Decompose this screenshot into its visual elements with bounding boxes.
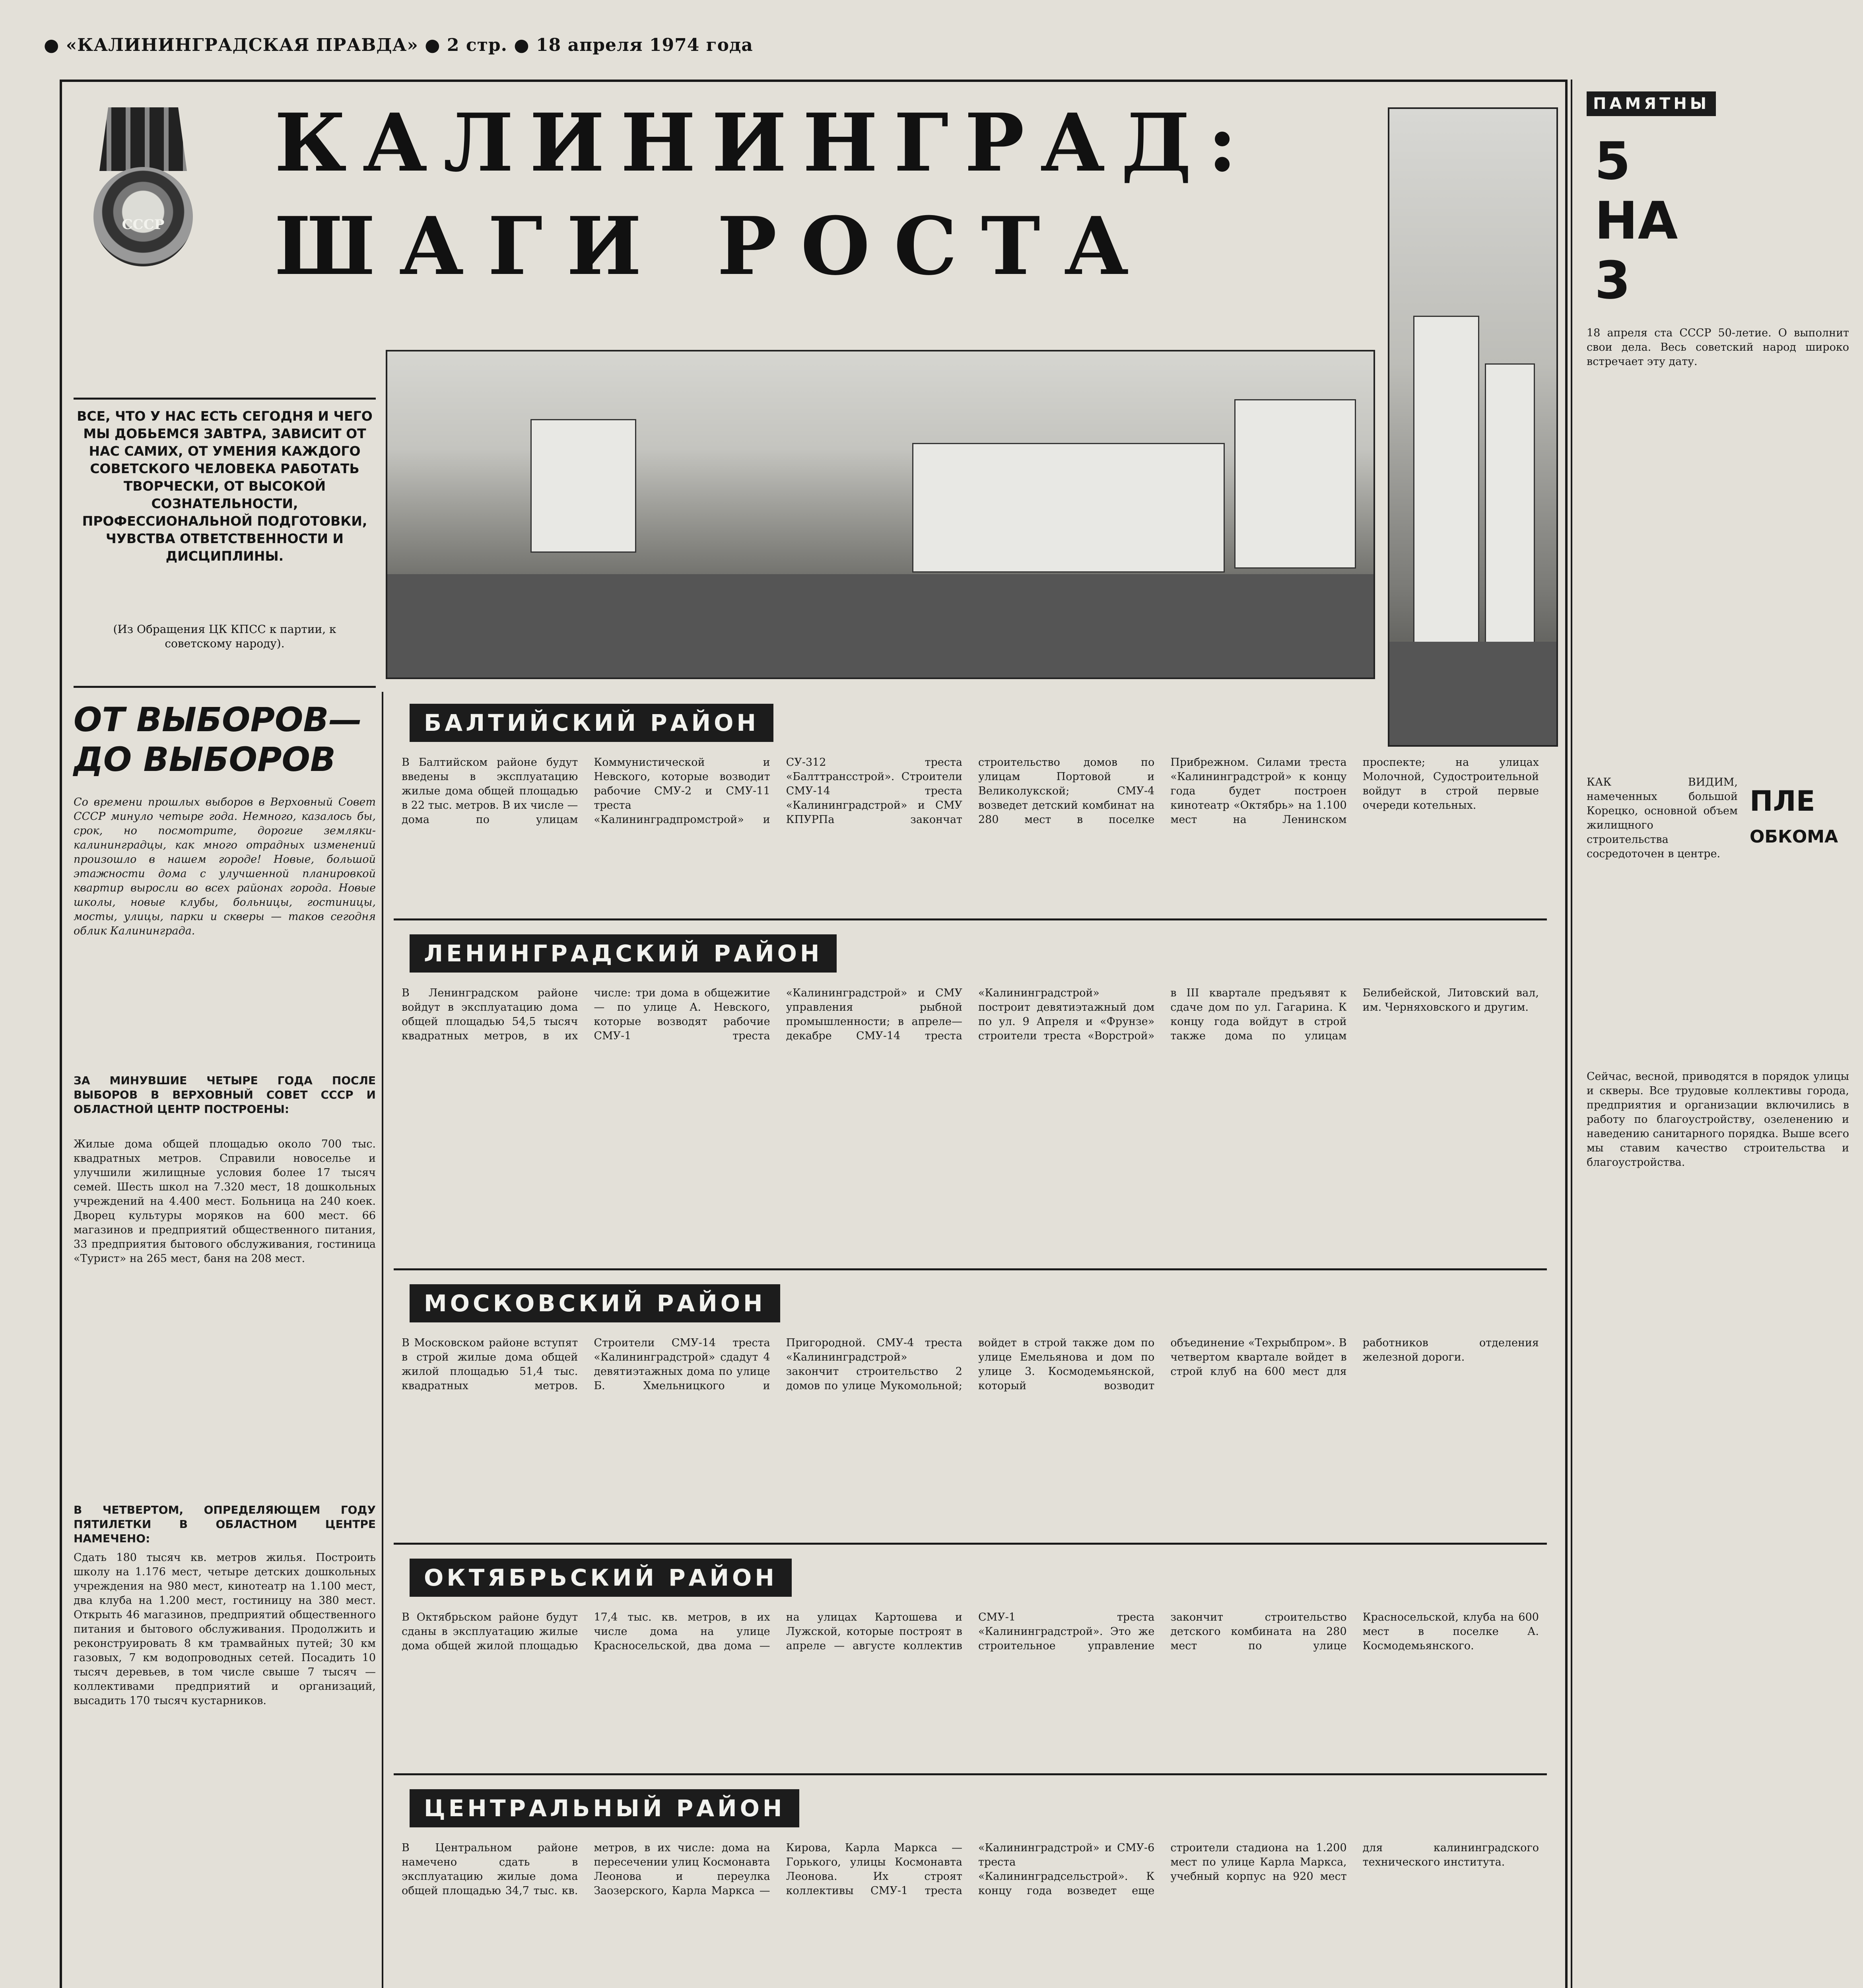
section-heading: ЛЕНИНГРАДСКИЙ РАЙОН <box>410 934 837 973</box>
main-title-line-2: ШАГИ РОСТА <box>274 200 1153 293</box>
left-article-body-1: Жилые дома общей площадью около 700 тыс. квадратных метров. Справили новоселье и улучшили жилищные условия более 17 тысяч семей. Шесть школ на 7.320 мест, 18 дошкольных учреждений на 4.400 мест. Больница на 240 коек. Дворец культуры моряков на 600 мест. 66 магазинов и предприятий общественного питания, 33 предприятия бытового обслуживания, гостиница «Турист» на 265 мест, баня на 208 мест. <box>74 1138 376 1265</box>
header-bullet-icon: ● <box>425 35 447 55</box>
photo-street-moskovsky-prospekt <box>386 350 1375 679</box>
page-number: 2 стр. <box>447 35 507 55</box>
section-baltic <box>394 696 1547 918</box>
left-subhead-2: В ЧЕТВЕРТОМ, ОПРЕДЕЛЯЮЩЕМ ГОДУ ПЯТИЛЕТКИ В ОБЛАСТНОМ ЦЕНТРЕ НАМЕЧЕНО: <box>74 1503 376 1545</box>
section-heading: ОКТЯБРЬСКИЙ РАЙОН <box>410 1559 792 1597</box>
page-column-divider <box>1571 80 1572 1988</box>
right-text-2: Сейчас, весной, приводятся в порядок улицы и скверы. Все трудовые коллективы города, предприятия и организации включились в работу по благоустройству, озеленению и наведению санитарного порядка. Выше всего мы ставим качество строительства и благоустройства. <box>1587 1070 1849 1169</box>
right-big-headline <box>1595 131 1678 310</box>
right-text-1: 18 апреля ста СССР 50-летие. О выполнит свои дела. Весь советский народ широко встречает эту дату. <box>1587 327 1849 368</box>
section-divider <box>394 1268 1547 1270</box>
section-heading: ЦЕНТРАЛЬНЫЙ РАЙОН <box>410 1789 799 1827</box>
building-shape <box>1234 399 1356 569</box>
right-big-line: НА <box>1595 190 1678 251</box>
page-header <box>44 35 753 55</box>
left-headline-line-1: ОТ ВЫБОРОВ— <box>74 700 362 739</box>
section-heading: МОСКОВСКИЙ РАЙОН <box>410 1284 780 1322</box>
header-bullet-icon: ● <box>44 35 60 55</box>
right-intro: КАК ВИДИМ, намеченных большой Корецко, основной объем жилищного строительства сосредоточен в центре. <box>1587 776 1738 860</box>
quote-text: ВСЕ, ЧТО У НАС ЕСТЬ СЕГОДНЯ И ЧЕГО МЫ ДОБЬЕМСЯ ЗАВТРА, ЗАВИСИТ ОТ НАС САМИХ, ОТ УМЕНИЯ КАЖДОГО СОВЕТСКОГО ЧЕЛОВЕКА РАБОТАТЬ ТВОРЧЕСКИ, ОТ ВЫСОКОЙ СОЗНАТЕЛЬНОСТИ, ПРОФЕССИОНАЛЬНОЙ ПОДГОТОВКИ, ЧУВСТВА ОТВЕТСТВЕННОСТИ И ДИСЦИПЛИНЫ. <box>77 408 373 564</box>
column-divider <box>382 692 383 1988</box>
section-text: В Московском районе вступят в строй жилые дома общей жилой площадью 51,4 тыс. квадратных метров. Строители СМУ-14 треста «Калининградстрой» сдадут 4 девятиэтажных дома по улице Б. Хмельницкого и Пригородной. СМУ-4 треста «Калининградстрой» закончит строительство 2 домов по улице Мукомольной; войдет в строй также дом по улице Емельянова и дом по улице 3. Космодемьянской, который возводит объединение «Техрыбпром». В четвертом квартале войдет в строй клуб на 600 мест для работников отделения железной дороги. <box>402 1337 1539 1392</box>
right-big-line: 5 <box>1595 131 1631 191</box>
quote-box <box>74 398 376 688</box>
left-subhead-1: ЗА МИНУВШИЕ ЧЕТЫРЕ ГОДА ПОСЛЕ ВЫБОРОВ В ВЕРХОВНЫЙ СОВЕТ СССР И ОБЛАСТНОЙ ЦЕНТР ПОСТРОЕНЫ: <box>74 1074 376 1116</box>
right-headline-line-1: ПЛЕ <box>1750 785 1815 817</box>
section-moskovsky <box>394 1276 1547 1543</box>
right-headline-line-2: ОБКОМА <box>1750 827 1838 847</box>
section-leningradsky <box>394 926 1547 1268</box>
section-text: В Балтийском районе будут введены в эксплуатацию жилые дома общей площадью в 22 тыс. метров. В их числе — дома по улицам Коммунистической и Невского, которые возводит рабочие СМУ-2 и СМУ-11 треста «Калининградпромстрой» и СУ-312 треста «Балттрансстрой». Строители СМУ-14 треста «Калининградстрой» и СМУ КПУРПа закончат строительство домов по улицам Портовой и Великолукской; СМУ-4 возведет детский комбинат на 280 мест в поселке Прибрежном. Силами треста «Калининградстрой» к концу года будет построен кинотеатр «Октябрь» на 1.100 мест на Ленинском проспекте; на улицах Молочной, Судостроительной войдут в строй первые очереди котельных. <box>402 756 1539 826</box>
left-headline-line-2: ДО ВЫБОРОВ <box>74 740 336 779</box>
quote-source: (Из Обращения ЦК КПСС к партии, к советскому народу). <box>113 623 336 650</box>
main-title-line-1: КАЛИНИНГРАД: <box>274 96 1253 190</box>
section-divider <box>394 1543 1547 1545</box>
section-text: В Центральном районе намечено сдать в эксплуатацию жилые дома общей площадью 34,7 тыс. кв. метров, в их числе: дома на пересечении улиц Космонавта Леонова и переулка Заозерского, Карла Маркса — Кирова, Карла Маркса — Горького, улицы Космонавта Леонова. Их строят коллективы СМУ-1 треста «Калининградстрой» и СМУ-6 треста «Калининградсельстрой». К концу года возведет еще строители стадиона на 1.200 мест по улице Карла Маркса, учебный корпус на 920 мест для калининградского технического института. <box>402 1842 1539 1897</box>
section-divider <box>394 1773 1547 1775</box>
section-text: В Ленинградском районе войдут в эксплуатацию дома общей площадью 54,5 тысяч квадратных метров, в их числе: три дома в общежитие — по улице А. Невского, которые возводят рабочие СМУ-1 треста «Калининградстрой» и СМУ управления рыбной промышленности; в апреле—декабре СМУ-14 треста «Калининградстрой» построит девятиэтажный дом по ул. 9 Апреля и «Фрунзе» строители треста «Ворстрой» в III квартале предъявят к сдаче дом по ул. Гагарина. К концу года войдут в строй также дома по улицам Белибейской, Литовский вал, им. Черняховского и другим. <box>402 987 1539 1042</box>
building-shape <box>1413 316 1479 644</box>
section-oktyabrsky <box>394 1551 1547 1773</box>
right-top-label: ПАМЯТНЫ <box>1587 91 1716 116</box>
left-article-body-2: Сдать 180 тысяч кв. метров жилья. Построить школу на 1.176 мест, четыре детских дошкольных учреждения на 980 мест, кинотеатр на 1.100 мест, два клуба на 1.200 мест, гостиницу на 380 мест. Открыть 46 магазинов, предприятий общественного питания и бытового обслуживания. Продолжить и реконструировать 8 км трамвайных путей; 30 км газовых, 7 км водопроводных сетей. Посадить 10 тысяч деревьев, в том числе свыше 7 тысяч — коллективами предприятий и организаций, высадить 170 тысяч кустарников. <box>74 1551 376 1707</box>
right-headline <box>1750 783 1853 855</box>
masthead: «КАЛИНИНГРАДСКАЯ ПРАВДА» <box>66 35 418 55</box>
section-divider <box>394 918 1547 920</box>
building-shape <box>530 419 636 553</box>
section-heading: БАЛТИЙСКИЙ РАЙОН <box>410 704 773 742</box>
road-shape <box>387 574 1373 678</box>
medal-ribbon <box>99 107 187 171</box>
right-big-line: 3 <box>1595 250 1631 311</box>
section-text: В Октябрьском районе будут сданы в эксплуатацию жилые дома общей жилой площадью 17,4 тыс. кв. метров, в их числе дома на улице Красносельской, два дома — на улицах Картошева и Лужской, которые построят в апреле — августе коллектив СМУ-1 треста «Калининградстрой». Это же строительное управление закончит строительство детского комбината на 280 мест по улице Красносельской, клуба на 600 мест в поселке А. Космодемьянского. <box>402 1611 1539 1652</box>
left-headline <box>74 700 380 779</box>
left-article-intro: Со времени прошлых выборов в Верховный Совет СССР минуло четыре года. Немного, казалось бы, срок, но посмотрите, дорогие земляки-калининградцы, как много отрадных изменений произошло в нашем городе! Новые, большой этажности дома с улучшенной планировкой квартир выросли во всех районах города. Новые школы, новые клубы, больницы, гостиницы, мосты, улицы, парки и скверы — таков сегодня облик Калининграда. <box>74 796 376 937</box>
medal-label: СССР <box>122 217 165 233</box>
building-shape <box>1485 363 1535 644</box>
photo-highrise-buildings <box>1388 107 1558 747</box>
header-bullet-icon: ● <box>514 35 536 55</box>
issue-date: 18 апреля 1974 года <box>536 35 753 55</box>
building-shape <box>912 443 1225 573</box>
section-centralny <box>394 1781 1547 1988</box>
